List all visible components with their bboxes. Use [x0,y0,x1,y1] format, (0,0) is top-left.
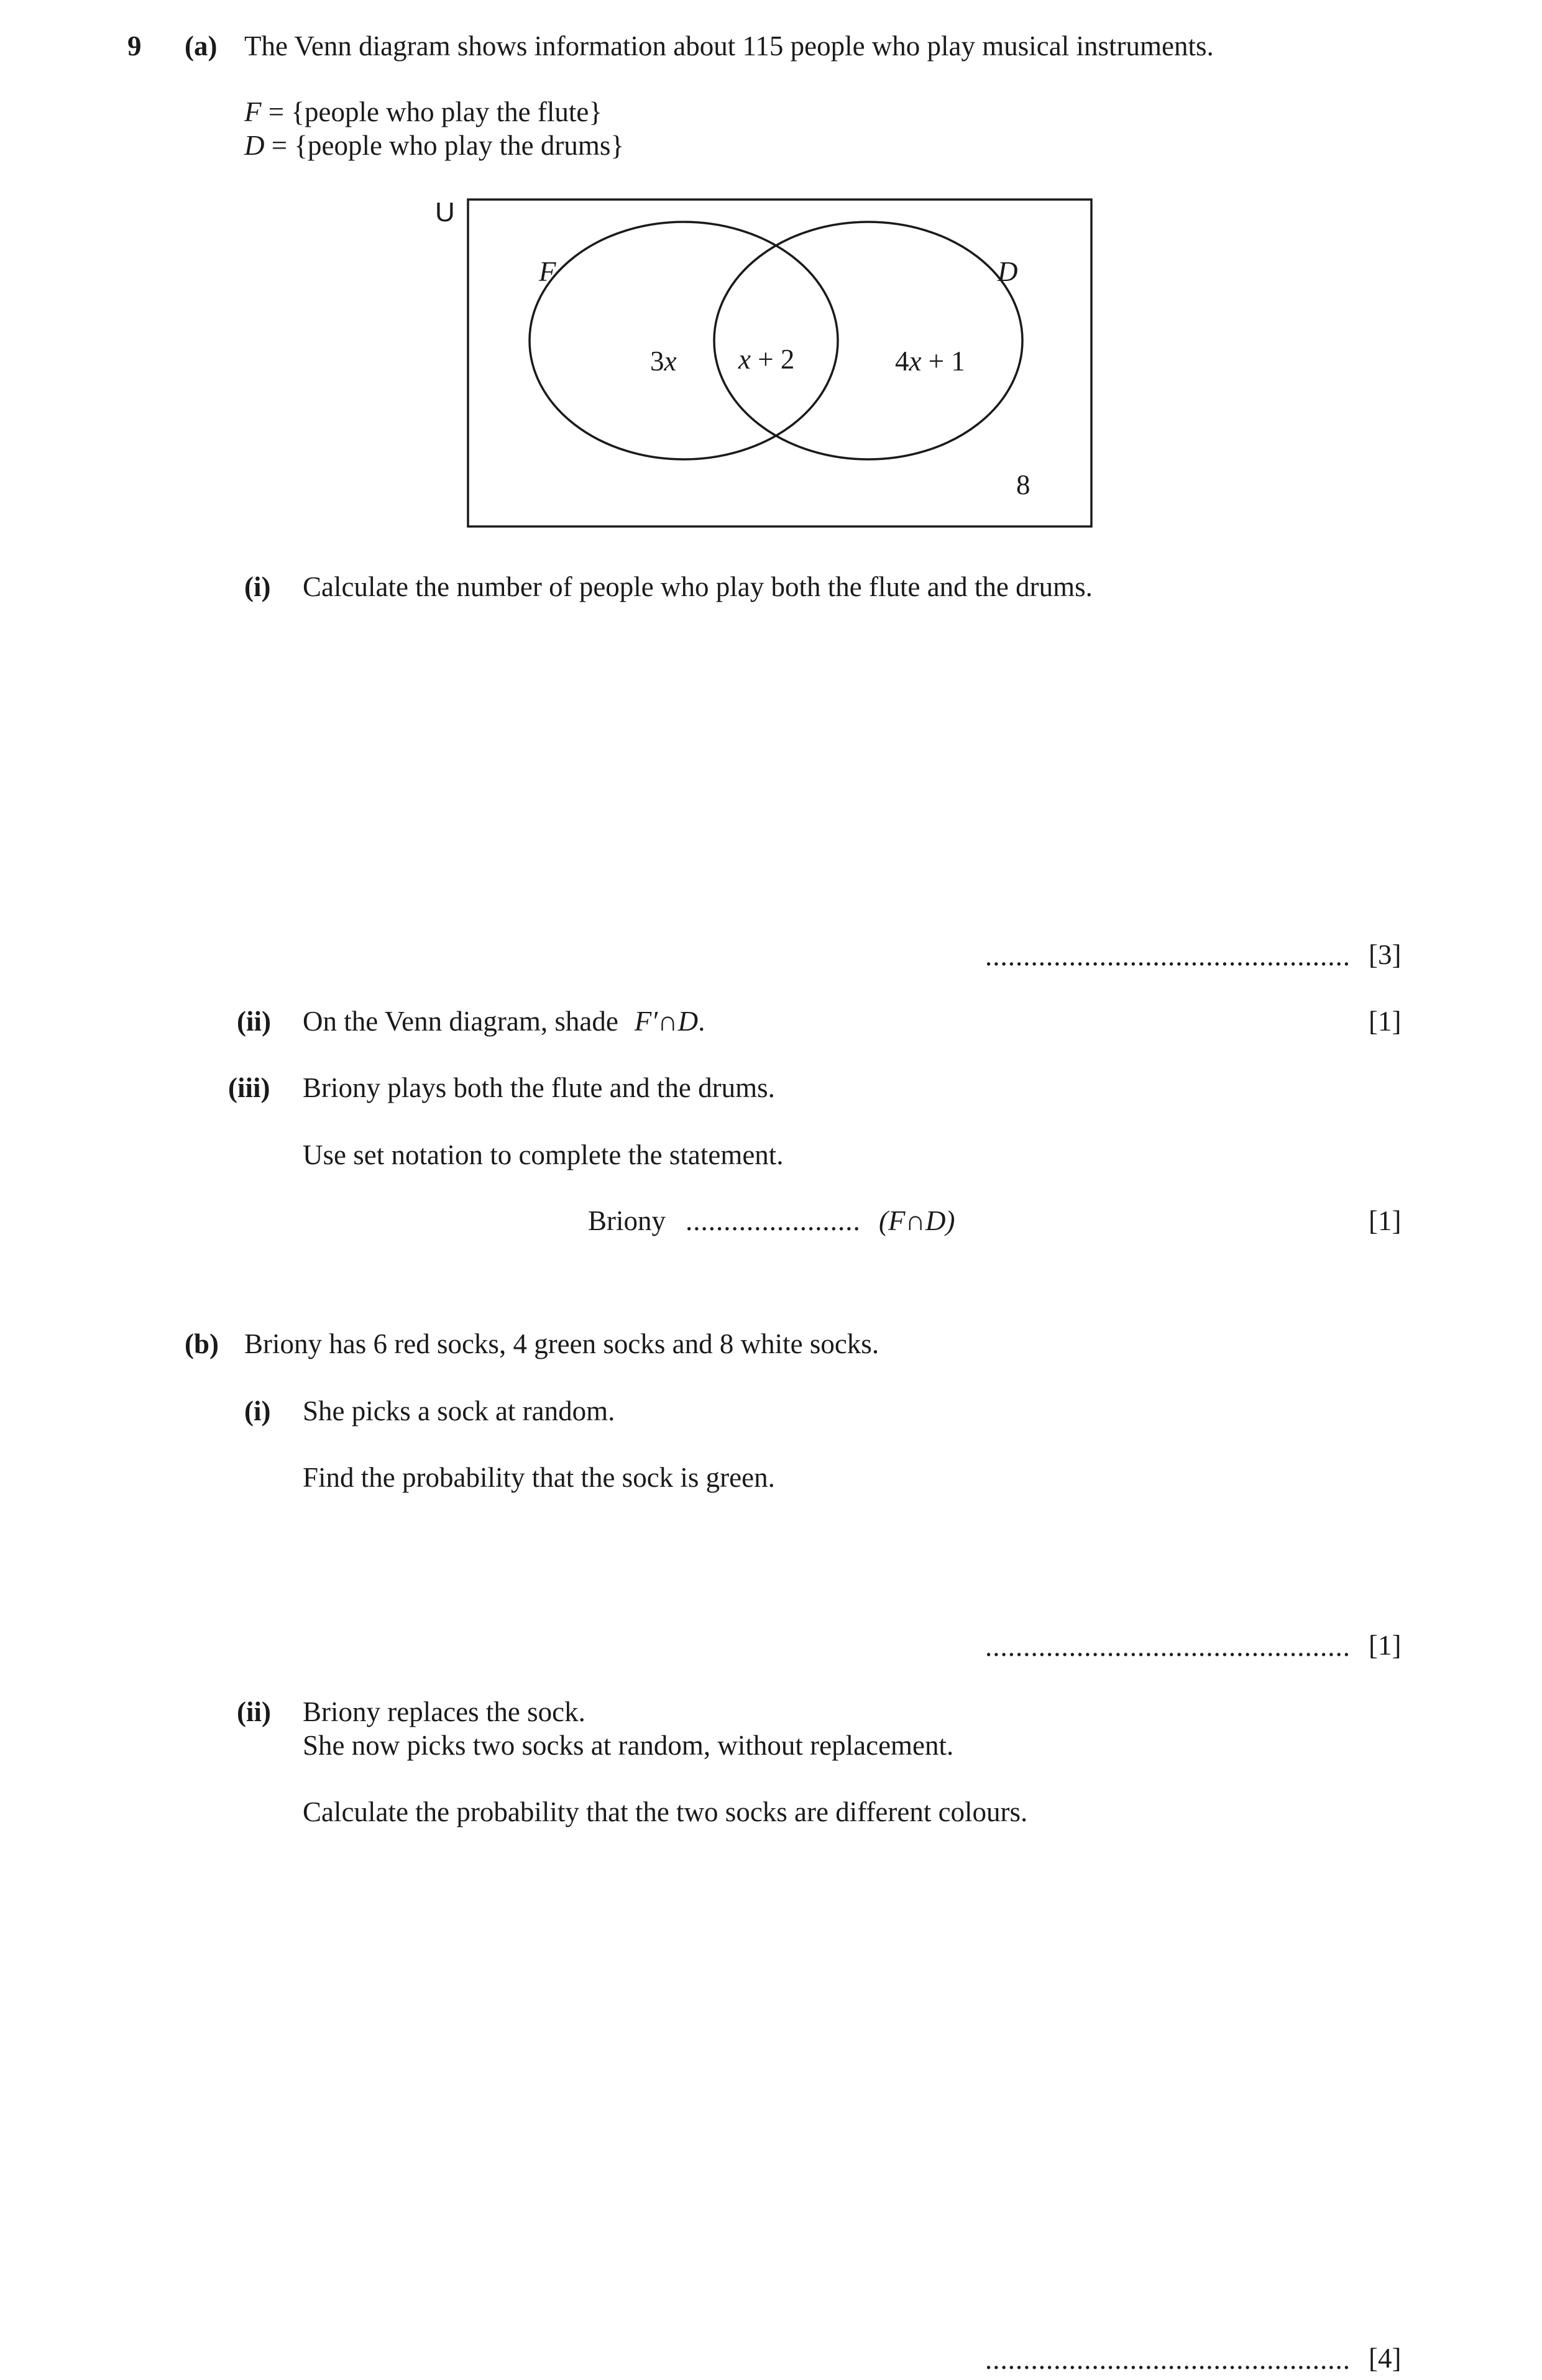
flute-set-circle [530,222,838,459]
part-b-ii-answer-line[interactable]: ................................................ [985,2344,1351,2375]
venn-diagram [429,186,1100,535]
drums-set-circle [714,222,1022,459]
part-b-label: (b) [185,1328,219,1359]
set-f-text: = {people who play the flute} [261,96,602,127]
set-f-symbol: F [244,96,262,127]
part-a-ii-text: On the Venn diagram, shade F′∩D. [303,1006,705,1037]
part-b-ii-text3: Calculate the probability that the two socks are different colours. [303,1796,1028,1827]
part-a-intro: The Venn diagram shows information about 115 people who play musical instruments. [244,30,1214,62]
part-b-i-text1: She picks a sock at random. [303,1395,615,1427]
universal-set-label: U [435,197,455,227]
set-d-symbol: D [244,130,265,161]
set-d-definition [244,132,624,160]
part-b-i-label: (i) [244,1395,271,1427]
part-a-ii-label: (ii) [237,1006,271,1037]
part-a-i-marks: [3] [1369,939,1402,970]
question-number: 9 [127,30,142,62]
part-a-iii-label: (iii) [228,1072,270,1103]
part-a-ii-marks: [1] [1369,1006,1402,1037]
part-b-intro: Briony has 6 red socks, 4 green socks and 8 white socks. [244,1328,879,1359]
part-b-ii-text1: Briony replaces the sock. [303,1696,585,1727]
outside-value: 8 [1016,469,1030,500]
shade-notation: F′∩D [634,1006,699,1037]
part-b-i-answer-line[interactable]: ................................................ [985,1631,1351,1662]
briony-label: Briony [588,1205,666,1236]
drums-only-value: 4x + 1 [895,346,965,377]
part-b-i-marks: [1] [1369,1630,1402,1661]
part-a-iii-text2: Use set notation to complete the statement. [303,1139,784,1170]
part-a-i-answer-line[interactable]: ................................................ [985,940,1351,972]
part-b-i-text2: Find the probability that the sock is green. [303,1462,775,1493]
part-b-ii-marks: [4] [1369,2343,1402,2374]
part-a-iii-answer-line[interactable]: ....................... [686,1205,861,1236]
intersection-value: x + 2 [738,344,795,375]
set-d-text: = {people who play the drums} [264,130,624,161]
part-a-i-text: Calculate the number of people who play both the flute and the drums. [303,571,1093,602]
part-a-iii-marks: [1] [1369,1205,1402,1236]
set-f-definition [244,98,602,126]
part-a-i-label: (i) [244,571,271,602]
part-b-ii-label: (ii) [237,1696,271,1727]
set-expression: (F∩D) [879,1205,955,1236]
drums-set-label: D [998,256,1018,287]
part-a-iii-text1: Briony plays both the flute and the drums. [303,1072,775,1103]
part-a-label: (a) [185,30,218,62]
flute-only-value: 3x [650,346,677,377]
part-b-ii-text2: She now picks two socks at random, without replacement. [303,1730,954,1761]
flute-set-label: F [539,256,556,287]
